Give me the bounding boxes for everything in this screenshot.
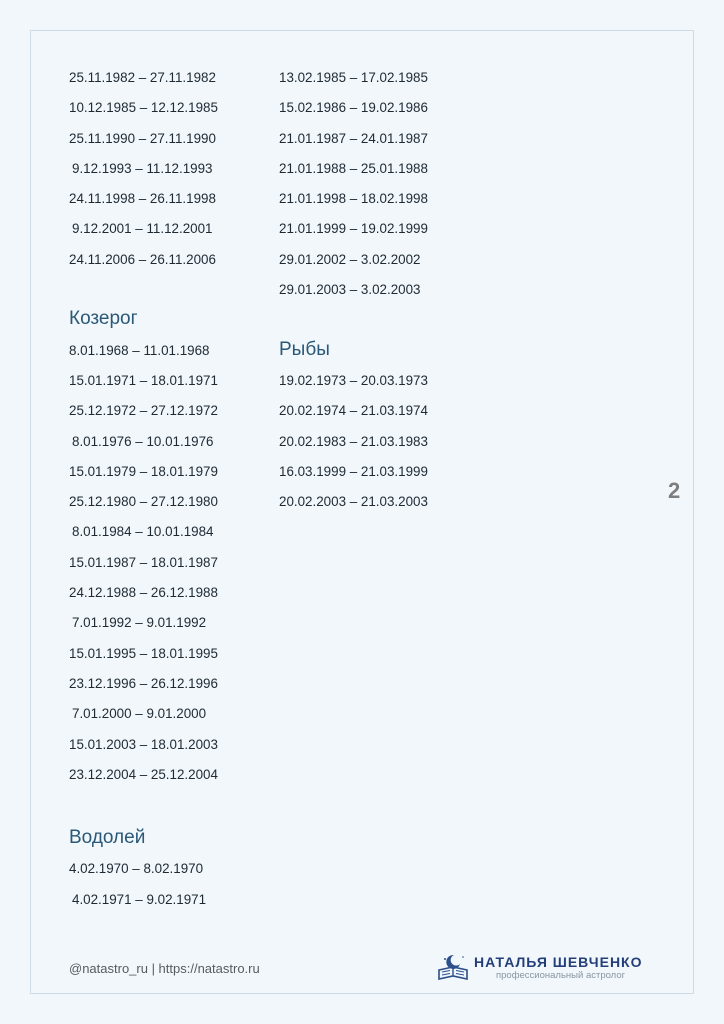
date-row: 21.01.1988 – 25.01.1988	[279, 160, 428, 176]
date-row: 16.03.1999 – 21.03.1999	[279, 463, 428, 479]
logo-name: НАТАЛЬЯ ШЕВЧЕНКО	[474, 954, 643, 970]
page-number: 2	[668, 478, 681, 503]
date-row: 25.12.1980 – 27.12.1980	[69, 494, 218, 510]
date-row: 8.01.1968 – 11.01.1968	[69, 342, 210, 358]
date-row: 19.02.1973 – 20.03.1973	[279, 372, 428, 388]
top-date-list-right	[279, 66, 428, 308]
date-row: 7.01.1992 – 9.01.1992	[72, 615, 207, 631]
date-row: 25.11.1990 – 27.11.1990	[69, 130, 216, 146]
heading-pisces: Рыбы	[279, 338, 330, 360]
date-row: 25.12.1972 – 27.12.1972	[69, 403, 218, 419]
date-row: 9.12.1993 – 11.12.1993	[72, 160, 213, 176]
date-row: 10.12.1985 – 12.12.1985	[69, 100, 218, 116]
brand-logo	[436, 951, 661, 983]
spacer	[69, 278, 218, 308]
date-row: 15.01.1995 – 18.01.1995	[69, 645, 218, 661]
heading-capricorn: Козерог	[69, 308, 138, 330]
date-row: 15.01.1971 – 18.01.1971	[69, 372, 218, 388]
date-row: 20.02.1974 – 21.03.1974	[279, 403, 428, 419]
date-row: 8.01.1976 – 10.01.1976	[72, 433, 214, 449]
date-row: 4.02.1971 – 9.02.1971	[72, 891, 207, 907]
capricorn-date-list	[69, 339, 218, 793]
date-row: 29.01.2003 – 3.02.2003	[279, 282, 421, 298]
footer-links[interactable]: @natastro_ru | https://natastro.ru	[69, 961, 260, 976]
left-column	[69, 66, 218, 918]
spacer	[69, 793, 218, 827]
date-row: 21.01.1987 – 24.01.1987	[279, 130, 428, 146]
date-row: 8.01.1984 – 10.01.1984	[72, 524, 214, 540]
date-row: 20.02.1983 – 21.03.1983	[279, 433, 428, 449]
date-row: 13.02.1985 – 17.02.1985	[279, 70, 428, 85]
right-column	[279, 66, 428, 520]
date-row: 25.11.1982 – 27.11.1982	[69, 70, 216, 85]
date-row: 20.02.2003 – 21.03.2003	[279, 494, 428, 510]
heading-aquarius: Водолей	[69, 827, 146, 849]
date-row: 15.01.2003 – 18.01.2003	[69, 736, 218, 752]
date-row: 15.01.1987 – 18.01.1987	[69, 554, 218, 570]
spacer	[279, 308, 428, 338]
date-row: 21.01.1998 – 18.02.1998	[279, 191, 428, 207]
date-row: 24.12.1988 – 26.12.1988	[69, 585, 218, 601]
date-row: 21.01.1999 – 19.02.1999	[279, 221, 428, 237]
top-date-list-left	[69, 66, 218, 278]
date-row: 23.12.1996 – 26.12.1996	[69, 675, 218, 691]
date-row: 4.02.1970 – 8.02.1970	[69, 861, 204, 877]
aquarius-date-list	[69, 857, 218, 918]
date-row: 7.01.2000 – 9.01.2000	[72, 706, 207, 722]
date-row: 23.12.2004 – 25.12.2004	[69, 766, 218, 782]
logo-subtitle: профессиональный астролог	[496, 970, 626, 981]
date-row: 24.11.1998 – 26.11.1998	[69, 191, 216, 207]
date-row: 24.11.2006 – 26.11.2006	[69, 251, 216, 267]
date-row: 15.01.1979 – 18.01.1979	[69, 463, 218, 479]
date-row: 29.01.2002 – 3.02.2002	[279, 251, 421, 267]
pisces-date-list	[279, 369, 428, 520]
date-row: 9.12.2001 – 11.12.2001	[72, 221, 213, 237]
book-crescent-icon	[436, 953, 470, 981]
date-row: 15.02.1986 – 19.02.1986	[279, 100, 428, 116]
